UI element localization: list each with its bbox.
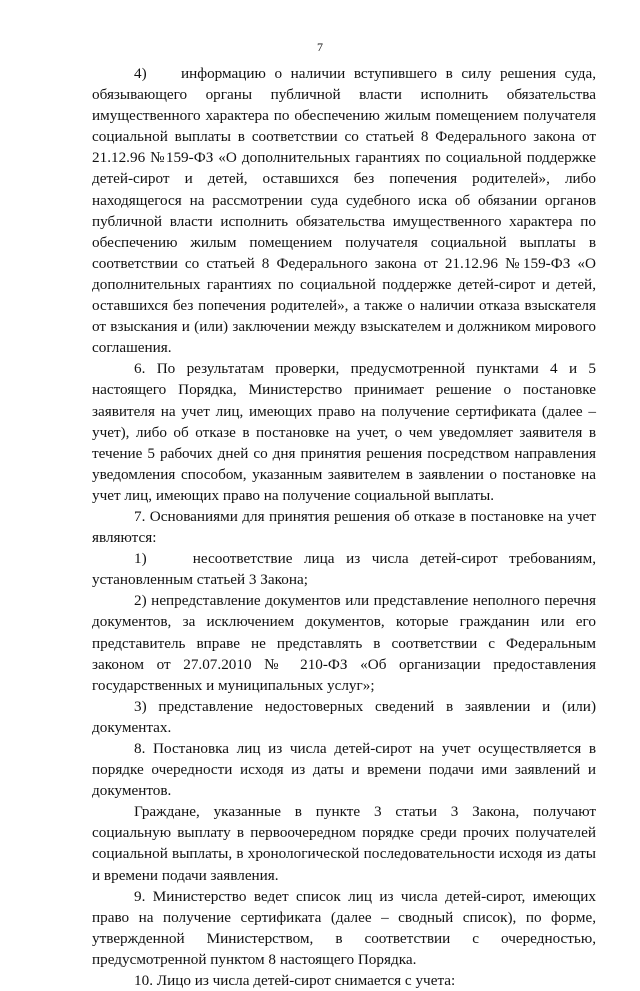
paragraph-point-7-item-1: 1) несоответствие лица из числа детей-сирот требованиям, установленным статьей 3 Закона; [92, 550, 596, 589]
page-number: 7 [317, 40, 323, 54]
paragraph-point-8: 8. Постановка лиц из числа детей-сирот на учет осуществляется в порядке очередности исходя из даты и времени подачи ими заявлений и документов. [92, 740, 596, 800]
paragraph-point-7: 7. Основаниями для принятия решения об отказе в постановке на учет являются: [92, 507, 596, 547]
document-body [92, 63, 596, 991]
paragraph-point-6: 6. По результатам проверки, предусмотренной пунктами 4 и 5 настоящего Порядка, Министерство принимает решение о постановке заявителя на учет лиц, имеющих право на получение сертификата (далее – учет), либо об отказе в постановке на учет, о чем уведомляет заявителя в течение 5 рабочих дней со дня принятия решения посредством направления уведомления способом, указанным заявителем в заявлении о постановке на учет лиц, имеющих право на получение социальной выплаты. [92, 360, 596, 504]
paragraph-point-9: 9. Министерство ведет список лиц из числа детей-сирот, имеющих право на получение сертификата (далее – сводный список), по форме, утвержденной Министерством, в соответствии с очередностью, предусмотренной пунктом 8 настоящего Порядка. [92, 887, 596, 968]
paragraph-point-7-item-2: 2) непредставление документов или представление неполного перечня документов, за исключением документов, которые гражданин или его представитель вправе не представлять в соответствии с Федеральным законом от 27.07.2010 № 210-ФЗ «Об организации предоставления государственных и муниципальных услуг»; [92, 592, 596, 694]
paragraph-point-7-item-3: 3) представление недостоверных сведений в заявлении и (или) документах. [92, 697, 596, 736]
paragraph-point-10: 10. Лицо из числа детей-сирот снимается с учета: [134, 972, 456, 990]
paragraph-priority-citizens: Граждане, указанные в пункте 3 статьи 3 Закона, получают социальную выплату в первоочередном порядке среди прочих получателей социальной выплаты, в хронологической последовательности исходя из даты и времени подачи заявления. [92, 803, 596, 884]
paragraph-item-4: 4) информацию о наличии вступившего в силу решения суда, обязывающего органы публичной власти исполнить обязательства имущественного характера по обеспечению жилым помещением получателя социальной выплаты в соответствии со статьей 8 Федерального закона от 21.12.96 №159-ФЗ «О дополнительных гарантиях по социальной поддержке детей-сирот и детей, оставшихся без попечения родителей», либо находящегося на рассмотрении суда судебного иска об обязании органов публичной власти исполнить обязательства имущественного характера по обеспечению жилым помещением получателя социальной выплаты в соответствии со статьей 8 Федерального закона от 21.12.96 №159-ФЗ «О дополнительных гарантиях по социальной поддержке детей-сирот и детей, оставшихся без попечения родителей», а также о наличии отказа взыскателя от взыскания и (или) заключении между взыскателем и должником мирового соглашения. [92, 65, 596, 357]
